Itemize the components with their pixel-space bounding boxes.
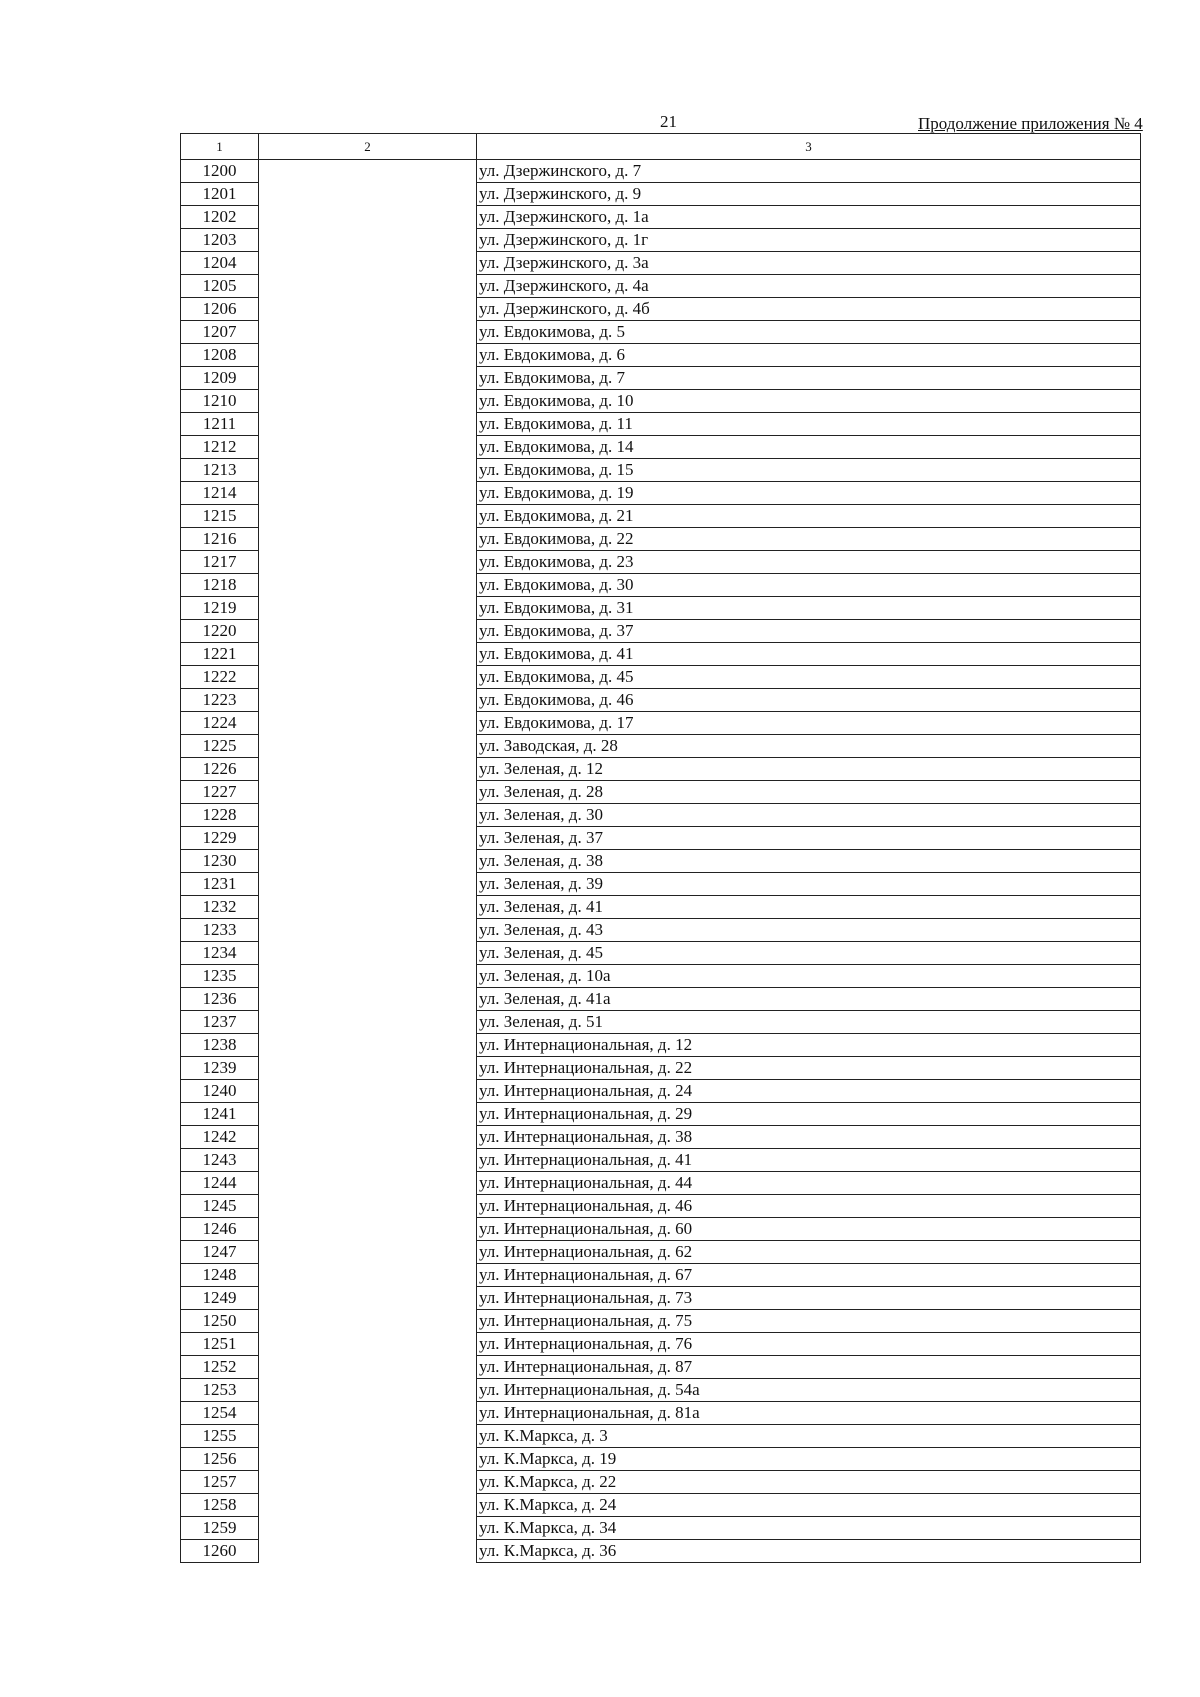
address-cell: ул. Дзержинского, д. 1а: [477, 206, 1141, 229]
address-cell: ул. Зеленая, д. 37: [477, 827, 1141, 850]
row-number: 1246: [181, 1218, 259, 1241]
row-number: 1222: [181, 666, 259, 689]
address-cell: ул. Евдокимова, д. 45: [477, 666, 1141, 689]
row-number: 1220: [181, 620, 259, 643]
empty-cell: [259, 1448, 477, 1471]
column-header-3: 3: [477, 134, 1141, 160]
table-row: [181, 1517, 1141, 1540]
table-row: [181, 1425, 1141, 1448]
row-number: 1250: [181, 1310, 259, 1333]
empty-cell: [259, 1149, 477, 1172]
table-row: [181, 1080, 1141, 1103]
address-cell: ул. К.Маркса, д. 19: [477, 1448, 1141, 1471]
empty-cell: [259, 873, 477, 896]
table-row: [181, 1448, 1141, 1471]
table-row: [181, 643, 1141, 666]
address-cell: ул. Евдокимова, д. 41: [477, 643, 1141, 666]
table-row: [181, 1172, 1141, 1195]
address-cell: ул. Дзержинского, д. 4а: [477, 275, 1141, 298]
empty-cell: [259, 528, 477, 551]
row-number: 1238: [181, 1034, 259, 1057]
empty-cell: [259, 1402, 477, 1425]
address-cell: ул. Интернациональная, д. 73: [477, 1287, 1141, 1310]
empty-cell: [259, 850, 477, 873]
address-cell: ул. Зеленая, д. 28: [477, 781, 1141, 804]
address-cell: ул. К.Маркса, д. 36: [477, 1540, 1141, 1563]
table-row: [181, 390, 1141, 413]
row-number: 1229: [181, 827, 259, 850]
empty-cell: [259, 574, 477, 597]
empty-cell: [259, 1333, 477, 1356]
empty-cell: [259, 183, 477, 206]
row-number: 1254: [181, 1402, 259, 1425]
empty-cell: [259, 597, 477, 620]
table-row: [181, 275, 1141, 298]
table-row: [181, 919, 1141, 942]
address-cell: ул. Евдокимова, д. 5: [477, 321, 1141, 344]
table-row: [181, 551, 1141, 574]
empty-cell: [259, 206, 477, 229]
empty-cell: [259, 919, 477, 942]
address-cell: ул. Интернациональная, д. 62: [477, 1241, 1141, 1264]
table-row: [181, 1379, 1141, 1402]
row-number: 1240: [181, 1080, 259, 1103]
empty-cell: [259, 1287, 477, 1310]
table-row: [181, 942, 1141, 965]
address-cell: ул. Зеленая, д. 38: [477, 850, 1141, 873]
empty-cell: [259, 367, 477, 390]
row-number: 1223: [181, 689, 259, 712]
address-cell: ул. Дзержинского, д. 9: [477, 183, 1141, 206]
row-number: 1234: [181, 942, 259, 965]
table-row: [181, 735, 1141, 758]
empty-cell: [259, 1034, 477, 1057]
table-row: [181, 1287, 1141, 1310]
table-row: [181, 1471, 1141, 1494]
empty-cell: [259, 505, 477, 528]
row-number: 1208: [181, 344, 259, 367]
address-cell: ул. Зеленая, д. 41а: [477, 988, 1141, 1011]
row-number: 1253: [181, 1379, 259, 1402]
address-cell: ул. Заводская, д. 28: [477, 735, 1141, 758]
table-row: [181, 1057, 1141, 1080]
empty-cell: [259, 413, 477, 436]
table-body: [181, 160, 1141, 1563]
row-number: 1227: [181, 781, 259, 804]
address-cell: ул. Интернациональная, д. 12: [477, 1034, 1141, 1057]
row-number: 1217: [181, 551, 259, 574]
empty-cell: [259, 160, 477, 183]
address-cell: ул. Интернациональная, д. 22: [477, 1057, 1141, 1080]
empty-cell: [259, 298, 477, 321]
address-cell: ул. К.Маркса, д. 24: [477, 1494, 1141, 1517]
row-number: 1237: [181, 1011, 259, 1034]
table-row: [181, 1126, 1141, 1149]
row-number: 1219: [181, 597, 259, 620]
address-cell: ул. Евдокимова, д. 6: [477, 344, 1141, 367]
address-cell: ул. Интернациональная, д. 75: [477, 1310, 1141, 1333]
empty-cell: [259, 229, 477, 252]
table-row: [181, 1264, 1141, 1287]
empty-cell: [259, 1126, 477, 1149]
empty-cell: [259, 804, 477, 827]
empty-cell: [259, 275, 477, 298]
empty-cell: [259, 1540, 477, 1563]
empty-cell: [259, 252, 477, 275]
address-cell: ул. Интернациональная, д. 38: [477, 1126, 1141, 1149]
table-row: [181, 1310, 1141, 1333]
address-cell: ул. Интернациональная, д. 46: [477, 1195, 1141, 1218]
column-header-2: 2: [259, 134, 477, 160]
table-row: [181, 160, 1141, 183]
row-number: 1211: [181, 413, 259, 436]
address-cell: ул. Интернациональная, д. 24: [477, 1080, 1141, 1103]
address-cell: ул. Интернациональная, д. 60: [477, 1218, 1141, 1241]
row-number: 1239: [181, 1057, 259, 1080]
table-row: [181, 781, 1141, 804]
table-row: [181, 206, 1141, 229]
address-cell: ул. Интернациональная, д. 76: [477, 1333, 1141, 1356]
address-cell: ул. Дзержинского, д. 4б: [477, 298, 1141, 321]
address-cell: ул. Интернациональная, д. 81а: [477, 1402, 1141, 1425]
address-cell: ул. Интернациональная, д. 54а: [477, 1379, 1141, 1402]
address-cell: ул. Зеленая, д. 10а: [477, 965, 1141, 988]
column-header-1: 1: [181, 134, 259, 160]
empty-cell: [259, 344, 477, 367]
table-row: [181, 1540, 1141, 1563]
table-row: [181, 758, 1141, 781]
table-row: [181, 482, 1141, 505]
address-cell: ул. Интернациональная, д. 29: [477, 1103, 1141, 1126]
empty-cell: [259, 1172, 477, 1195]
empty-cell: [259, 942, 477, 965]
row-number: 1243: [181, 1149, 259, 1172]
address-cell: ул. К.Маркса, д. 22: [477, 1471, 1141, 1494]
row-number: 1214: [181, 482, 259, 505]
address-cell: ул. Дзержинского, д. 3а: [477, 252, 1141, 275]
empty-cell: [259, 689, 477, 712]
table-row: [181, 505, 1141, 528]
row-number: 1256: [181, 1448, 259, 1471]
table-row: [181, 436, 1141, 459]
row-number: 1232: [181, 896, 259, 919]
row-number: 1230: [181, 850, 259, 873]
table-row: [181, 1149, 1141, 1172]
row-number: 1202: [181, 206, 259, 229]
empty-cell: [259, 988, 477, 1011]
row-number: 1204: [181, 252, 259, 275]
address-table: [180, 133, 1141, 1563]
table-row: [181, 1356, 1141, 1379]
empty-cell: [259, 1379, 477, 1402]
address-cell: ул. Зеленая, д. 30: [477, 804, 1141, 827]
row-number: 1213: [181, 459, 259, 482]
row-number: 1245: [181, 1195, 259, 1218]
table-row: [181, 574, 1141, 597]
table-row: [181, 344, 1141, 367]
table-row: [181, 620, 1141, 643]
table-row: [181, 804, 1141, 827]
table-row: [181, 298, 1141, 321]
row-number: 1260: [181, 1540, 259, 1563]
table-row: [181, 1494, 1141, 1517]
row-number: 1255: [181, 1425, 259, 1448]
row-number: 1233: [181, 919, 259, 942]
row-number: 1249: [181, 1287, 259, 1310]
empty-cell: [259, 459, 477, 482]
address-cell: ул. Евдокимова, д. 37: [477, 620, 1141, 643]
table-row: [181, 459, 1141, 482]
row-number: 1231: [181, 873, 259, 896]
empty-cell: [259, 1241, 477, 1264]
address-cell: ул. Интернациональная, д. 67: [477, 1264, 1141, 1287]
address-cell: ул. Евдокимова, д. 17: [477, 712, 1141, 735]
row-number: 1257: [181, 1471, 259, 1494]
empty-cell: [259, 390, 477, 413]
address-cell: ул. К.Маркса, д. 3: [477, 1425, 1141, 1448]
row-number: 1259: [181, 1517, 259, 1540]
address-cell: ул. Зеленая, д. 39: [477, 873, 1141, 896]
address-cell: ул. Интернациональная, д. 87: [477, 1356, 1141, 1379]
empty-cell: [259, 1425, 477, 1448]
row-number: 1235: [181, 965, 259, 988]
table-row: [181, 597, 1141, 620]
row-number: 1212: [181, 436, 259, 459]
row-number: 1225: [181, 735, 259, 758]
empty-cell: [259, 620, 477, 643]
empty-cell: [259, 735, 477, 758]
row-number: 1242: [181, 1126, 259, 1149]
appendix-continuation-label: Продолжение приложения № 4: [918, 114, 1143, 133]
address-cell: ул. К.Маркса, д. 34: [477, 1517, 1141, 1540]
address-cell: ул. Зеленая, д. 12: [477, 758, 1141, 781]
address-cell: ул. Зеленая, д. 51: [477, 1011, 1141, 1034]
row-number: 1244: [181, 1172, 259, 1195]
table-row: [181, 850, 1141, 873]
table-header: [181, 134, 1141, 160]
address-cell: ул. Евдокимова, д. 21: [477, 505, 1141, 528]
address-cell: ул. Евдокимова, д. 7: [477, 367, 1141, 390]
empty-cell: [259, 1356, 477, 1379]
row-number: 1228: [181, 804, 259, 827]
table-row: [181, 1103, 1141, 1126]
address-cell: ул. Евдокимова, д. 22: [477, 528, 1141, 551]
row-number: 1200: [181, 160, 259, 183]
address-cell: ул. Евдокимова, д. 15: [477, 459, 1141, 482]
row-number: 1221: [181, 643, 259, 666]
table-header-row: [181, 134, 1141, 160]
empty-cell: [259, 1195, 477, 1218]
table-row: [181, 873, 1141, 896]
empty-cell: [259, 827, 477, 850]
row-number: 1216: [181, 528, 259, 551]
empty-cell: [259, 1310, 477, 1333]
table-row: [181, 528, 1141, 551]
empty-cell: [259, 896, 477, 919]
row-number: 1209: [181, 367, 259, 390]
empty-cell: [259, 482, 477, 505]
table-row: [181, 367, 1141, 390]
table-row: [181, 321, 1141, 344]
address-cell: ул. Зеленая, д. 45: [477, 942, 1141, 965]
table-row: [181, 965, 1141, 988]
empty-cell: [259, 436, 477, 459]
address-cell: ул. Евдокимова, д. 23: [477, 551, 1141, 574]
table-row: [181, 183, 1141, 206]
row-number: 1247: [181, 1241, 259, 1264]
table-row: [181, 1218, 1141, 1241]
table-row: [181, 1333, 1141, 1356]
empty-cell: [259, 321, 477, 344]
address-cell: ул. Интернациональная, д. 41: [477, 1149, 1141, 1172]
empty-cell: [259, 758, 477, 781]
table-row: [181, 712, 1141, 735]
table-row: [181, 413, 1141, 436]
address-cell: ул. Дзержинского, д. 1г: [477, 229, 1141, 252]
address-cell: ул. Евдокимова, д. 31: [477, 597, 1141, 620]
table-row: [181, 689, 1141, 712]
empty-cell: [259, 965, 477, 988]
address-cell: ул. Зеленая, д. 43: [477, 919, 1141, 942]
address-cell: ул. Евдокимова, д. 10: [477, 390, 1141, 413]
table-row: [181, 1011, 1141, 1034]
row-number: 1207: [181, 321, 259, 344]
empty-cell: [259, 643, 477, 666]
row-number: 1248: [181, 1264, 259, 1287]
row-number: 1205: [181, 275, 259, 298]
table-row: [181, 1241, 1141, 1264]
address-cell: ул. Интернациональная, д. 44: [477, 1172, 1141, 1195]
table-row: [181, 666, 1141, 689]
address-cell: ул. Дзержинского, д. 7: [477, 160, 1141, 183]
row-number: 1215: [181, 505, 259, 528]
empty-cell: [259, 1080, 477, 1103]
table-row: [181, 1034, 1141, 1057]
row-number: 1224: [181, 712, 259, 735]
empty-cell: [259, 1218, 477, 1241]
empty-cell: [259, 1517, 477, 1540]
table-row: [181, 1195, 1141, 1218]
table-row: [181, 229, 1141, 252]
row-number: 1258: [181, 1494, 259, 1517]
empty-cell: [259, 1471, 477, 1494]
row-number: 1241: [181, 1103, 259, 1126]
table-row: [181, 988, 1141, 1011]
address-cell: ул. Зеленая, д. 41: [477, 896, 1141, 919]
address-cell: ул. Евдокимова, д. 14: [477, 436, 1141, 459]
row-number: 1201: [181, 183, 259, 206]
table-row: [181, 827, 1141, 850]
address-cell: ул. Евдокимова, д. 46: [477, 689, 1141, 712]
empty-cell: [259, 666, 477, 689]
empty-cell: [259, 1264, 477, 1287]
table-row: [181, 896, 1141, 919]
empty-cell: [259, 712, 477, 735]
row-number: 1218: [181, 574, 259, 597]
row-number: 1236: [181, 988, 259, 1011]
table-row: [181, 252, 1141, 275]
page-number: 21: [660, 112, 677, 131]
row-number: 1226: [181, 758, 259, 781]
empty-cell: [259, 781, 477, 804]
empty-cell: [259, 1057, 477, 1080]
row-number: 1252: [181, 1356, 259, 1379]
address-cell: ул. Евдокимова, д. 30: [477, 574, 1141, 597]
row-number: 1210: [181, 390, 259, 413]
empty-cell: [259, 1494, 477, 1517]
empty-cell: [259, 1103, 477, 1126]
table-row: [181, 1402, 1141, 1425]
row-number: 1251: [181, 1333, 259, 1356]
address-cell: ул. Евдокимова, д. 11: [477, 413, 1141, 436]
empty-cell: [259, 551, 477, 574]
address-cell: ул. Евдокимова, д. 19: [477, 482, 1141, 505]
row-number: 1203: [181, 229, 259, 252]
empty-cell: [259, 1011, 477, 1034]
row-number: 1206: [181, 298, 259, 321]
